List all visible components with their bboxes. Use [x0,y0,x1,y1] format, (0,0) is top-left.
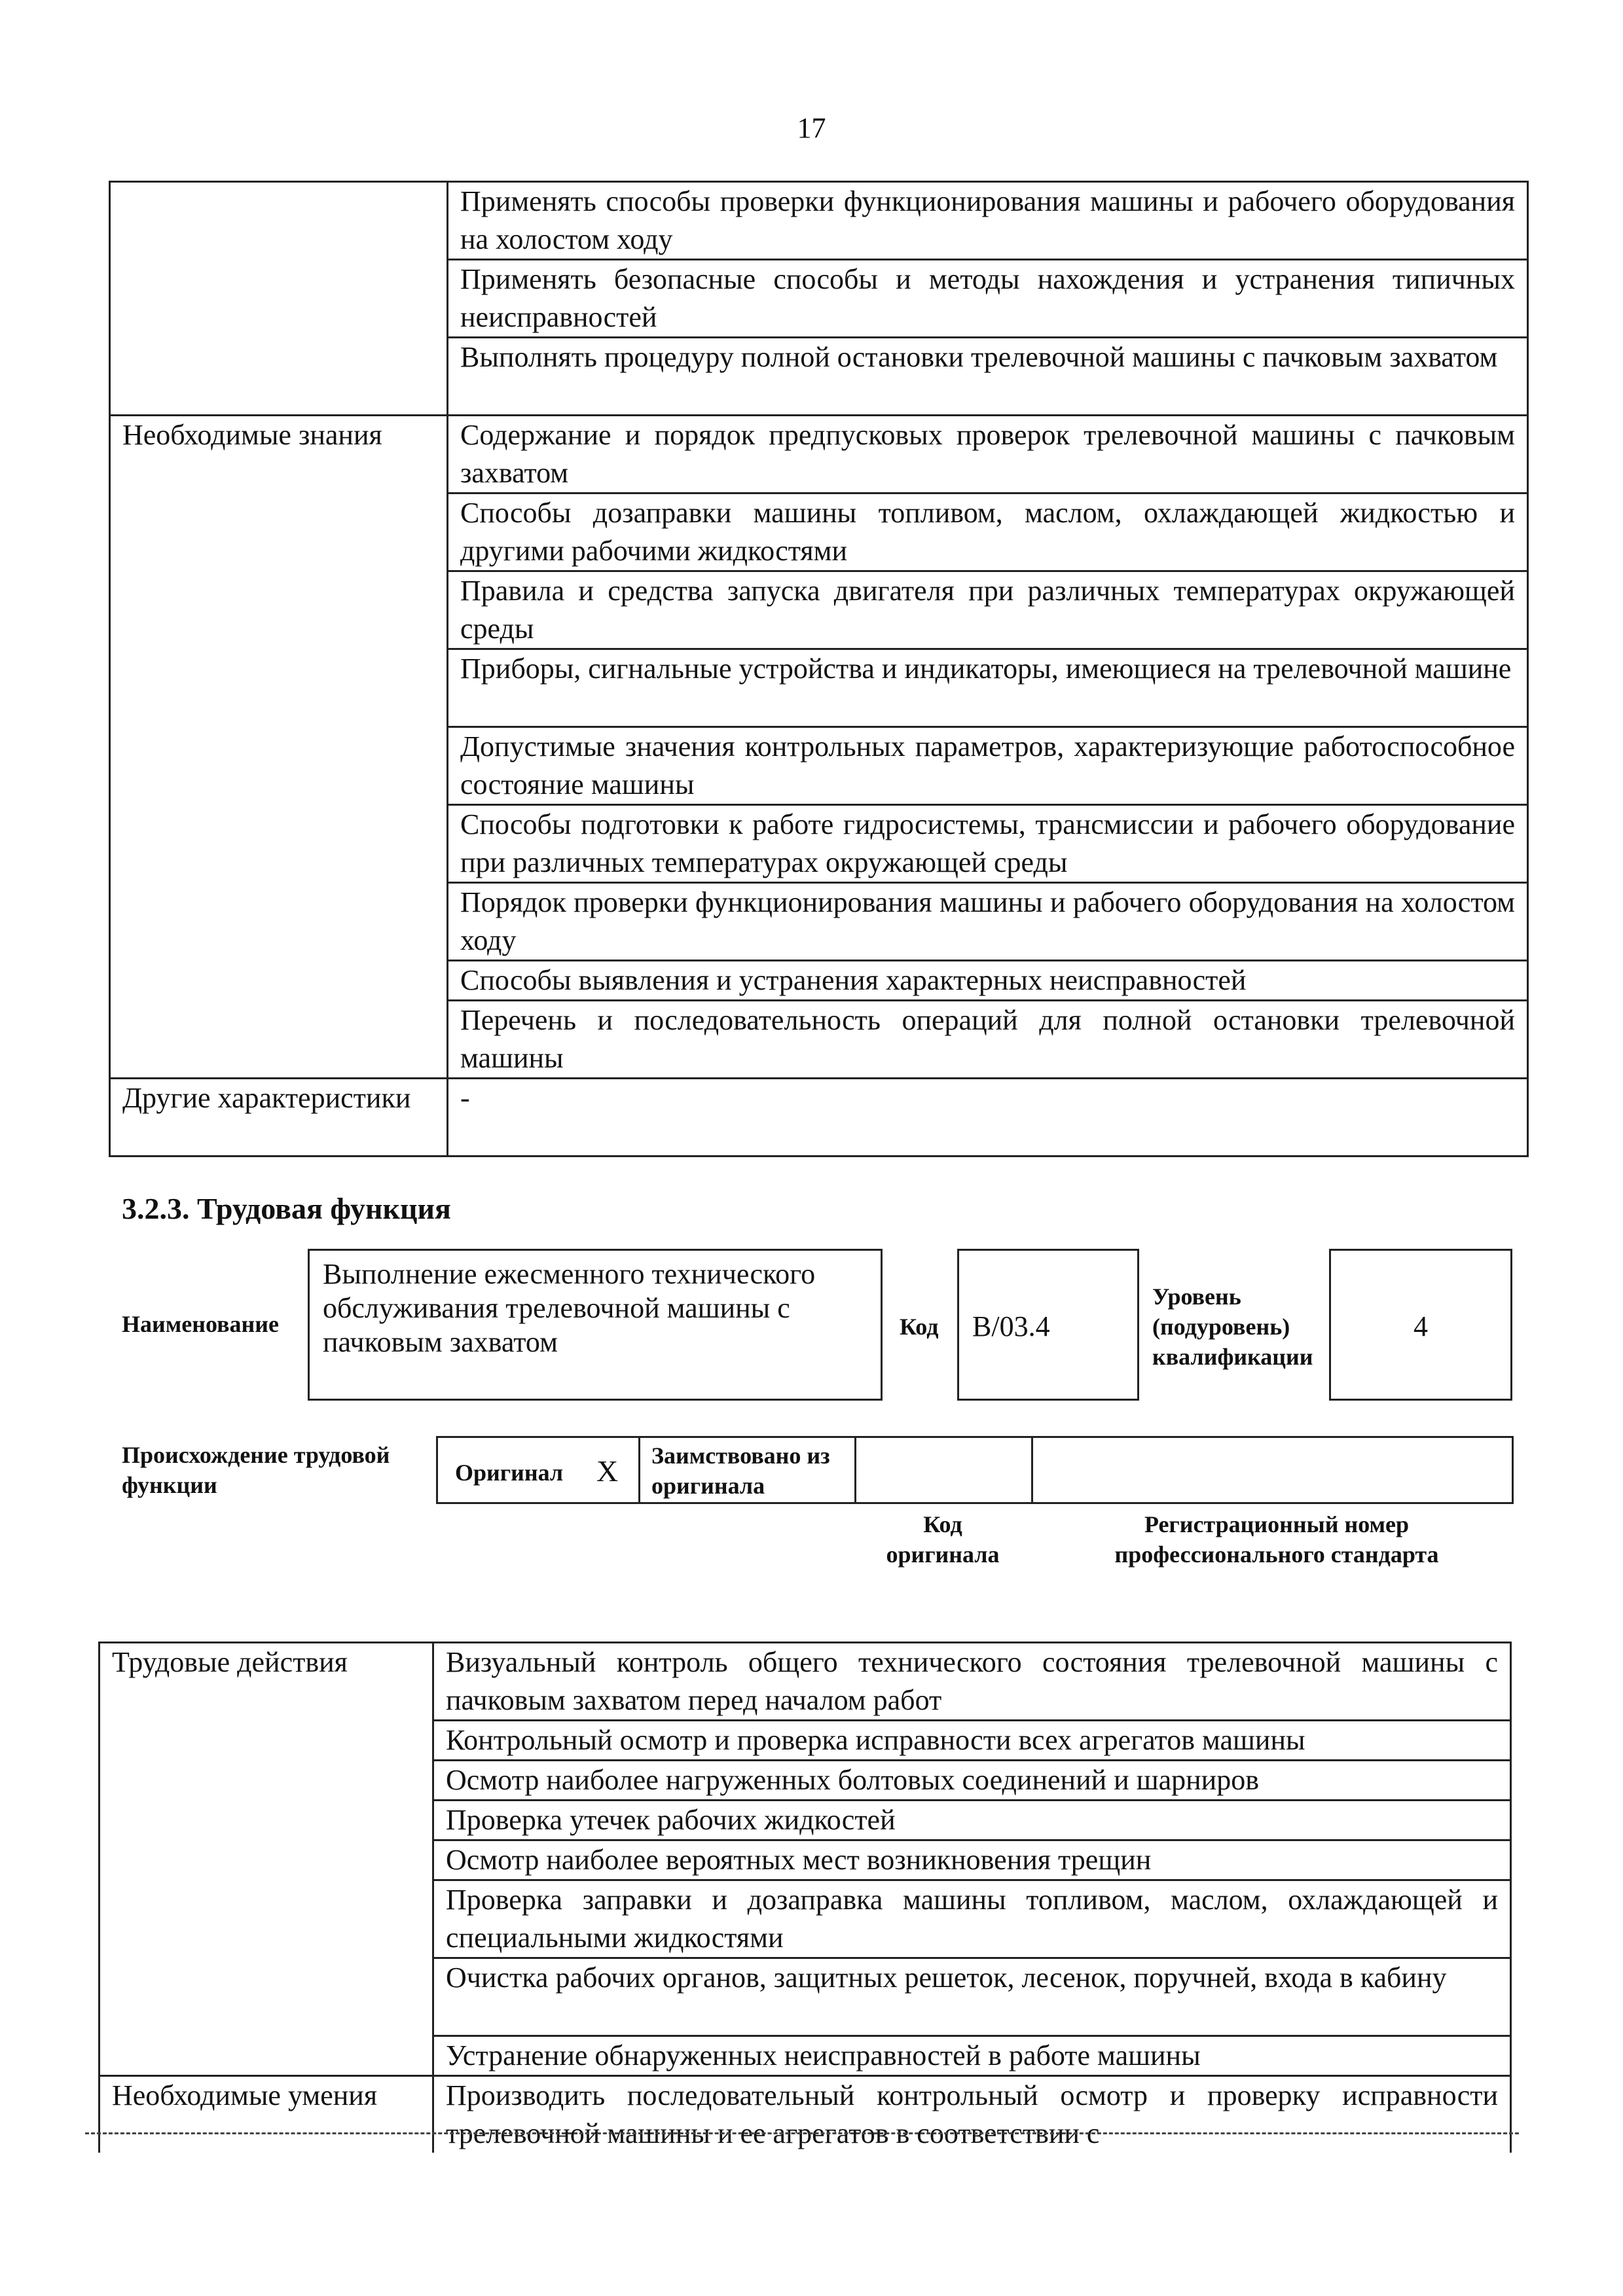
row-text: Очистка рабочих органов, защитных решеток, лесенок, поручней, входа в кабину [433,1958,1511,2036]
row-label: Другие характеристики [110,1079,448,1157]
table-row [110,182,1528,260]
code-value-box [957,1249,1139,1401]
row-text: Проверка заправки и дозаправка машины топливом, маслом, охлаждающей и специальными жидкостями [433,1880,1511,1958]
row-text: Применять способы проверки функционирования машины и рабочего оборудования на холостом ходу [448,182,1528,260]
origin-label: Происхождение трудовой функции [122,1442,390,1498]
row-text: Выполнять процедуру полной остановки трелевочной машины с пачковым захватом [448,338,1528,416]
table-row [110,416,1528,493]
row-text: Способы дозаправки машины топливом, маслом, охлаждающей жидкостью и другими рабочими жидкостями [448,493,1528,571]
origin-row [436,1436,1514,1504]
row-text: Допустимые значения контрольных параметров, характеризующие работоспособное состояние машины [448,727,1528,805]
table-row [110,1079,1528,1157]
code-label: Код [900,1314,939,1340]
divider [638,1438,640,1502]
row-text: Правила и средства запуска двигателя при различных температурах окружающей среды [448,571,1528,649]
row-text: Осмотр наиболее нагруженных болтовых соединений и шарниров [433,1761,1511,1801]
level-value: 4 [1413,1310,1428,1342]
name-value-box [308,1249,883,1401]
original-label: Оригинал [455,1460,564,1486]
name-label: Наименование [122,1311,279,1337]
row-text: Контрольный осмотр и проверка исправности всех агрегатов машины [433,1721,1511,1761]
page-number: 17 [797,112,826,144]
row-text: Визуальный контроль общего технического состояния трелевочной машины с пачковым захватом перед началом работ [433,1643,1511,1721]
row-label [110,182,448,416]
row-text: Производить последовательный контрольный осмотр и проверку исправности трелевочной машины и ее агрегатов в соответствии с [433,2076,1511,2153]
table-row [100,2076,1511,2153]
row-text: Способы выявления и устранения характерных неисправностей [448,961,1528,1001]
page-cut-line [85,2132,1519,2134]
row-label: Трудовые действия [100,1643,433,2076]
level-value-box [1329,1249,1512,1401]
section-title: 3.2.3. Трудовая функция [122,1192,451,1225]
row-text: Устранение обнаруженных неисправностей в работе машины [433,2036,1511,2076]
name-value: Выполнение ежесменного технического обслуживания трелевочной машины с пачковым захватом [323,1258,816,1358]
row-label: Необходимые знания [110,416,448,1079]
knowledge-table [109,181,1529,1157]
level-label: Уровень (подуровень) квалификации [1152,1283,1313,1370]
row-text: Проверка утечек рабочих жидкостей [433,1801,1511,1840]
row-text: Осмотр наиболее вероятных мест возникновения трещин [433,1840,1511,1880]
row-text: Способы подготовки к работе гидросистемы, трансмиссии и рабочего оборудование при различных температурах окружающей среды [448,805,1528,883]
divider [854,1438,856,1502]
actions-table [98,1641,1512,2153]
code-value: B/03.4 [972,1310,1050,1342]
divider [1031,1438,1033,1502]
code-original-caption: Код оригинала [886,1511,1000,1568]
row-text: Содержание и порядок предпусковых проверок трелевочной машины с пачковым захватом [448,416,1528,493]
row-text: Перечень и последовательность операций для полной остановки трелевочной машины [448,1001,1528,1079]
table-row [100,1643,1511,1721]
row-text: Приборы, сигнальные устройства и индикаторы, имеющиеся на трелевочной машине [448,649,1528,727]
row-text: Порядок проверки функционирования машины и рабочего оборудования на холостом ходу [448,883,1528,961]
reg-number-caption: Регистрационный номер профессионального стандарта [1114,1511,1439,1568]
row-text: Применять безопасные способы и методы нахождения и устранения типичных неисправностей [448,260,1528,338]
row-text: - [448,1079,1528,1157]
original-mark: X [596,1454,619,1488]
row-label: Необходимые умения [100,2076,433,2153]
borrowed-label: Заимствовано из оригинала [651,1443,830,1499]
